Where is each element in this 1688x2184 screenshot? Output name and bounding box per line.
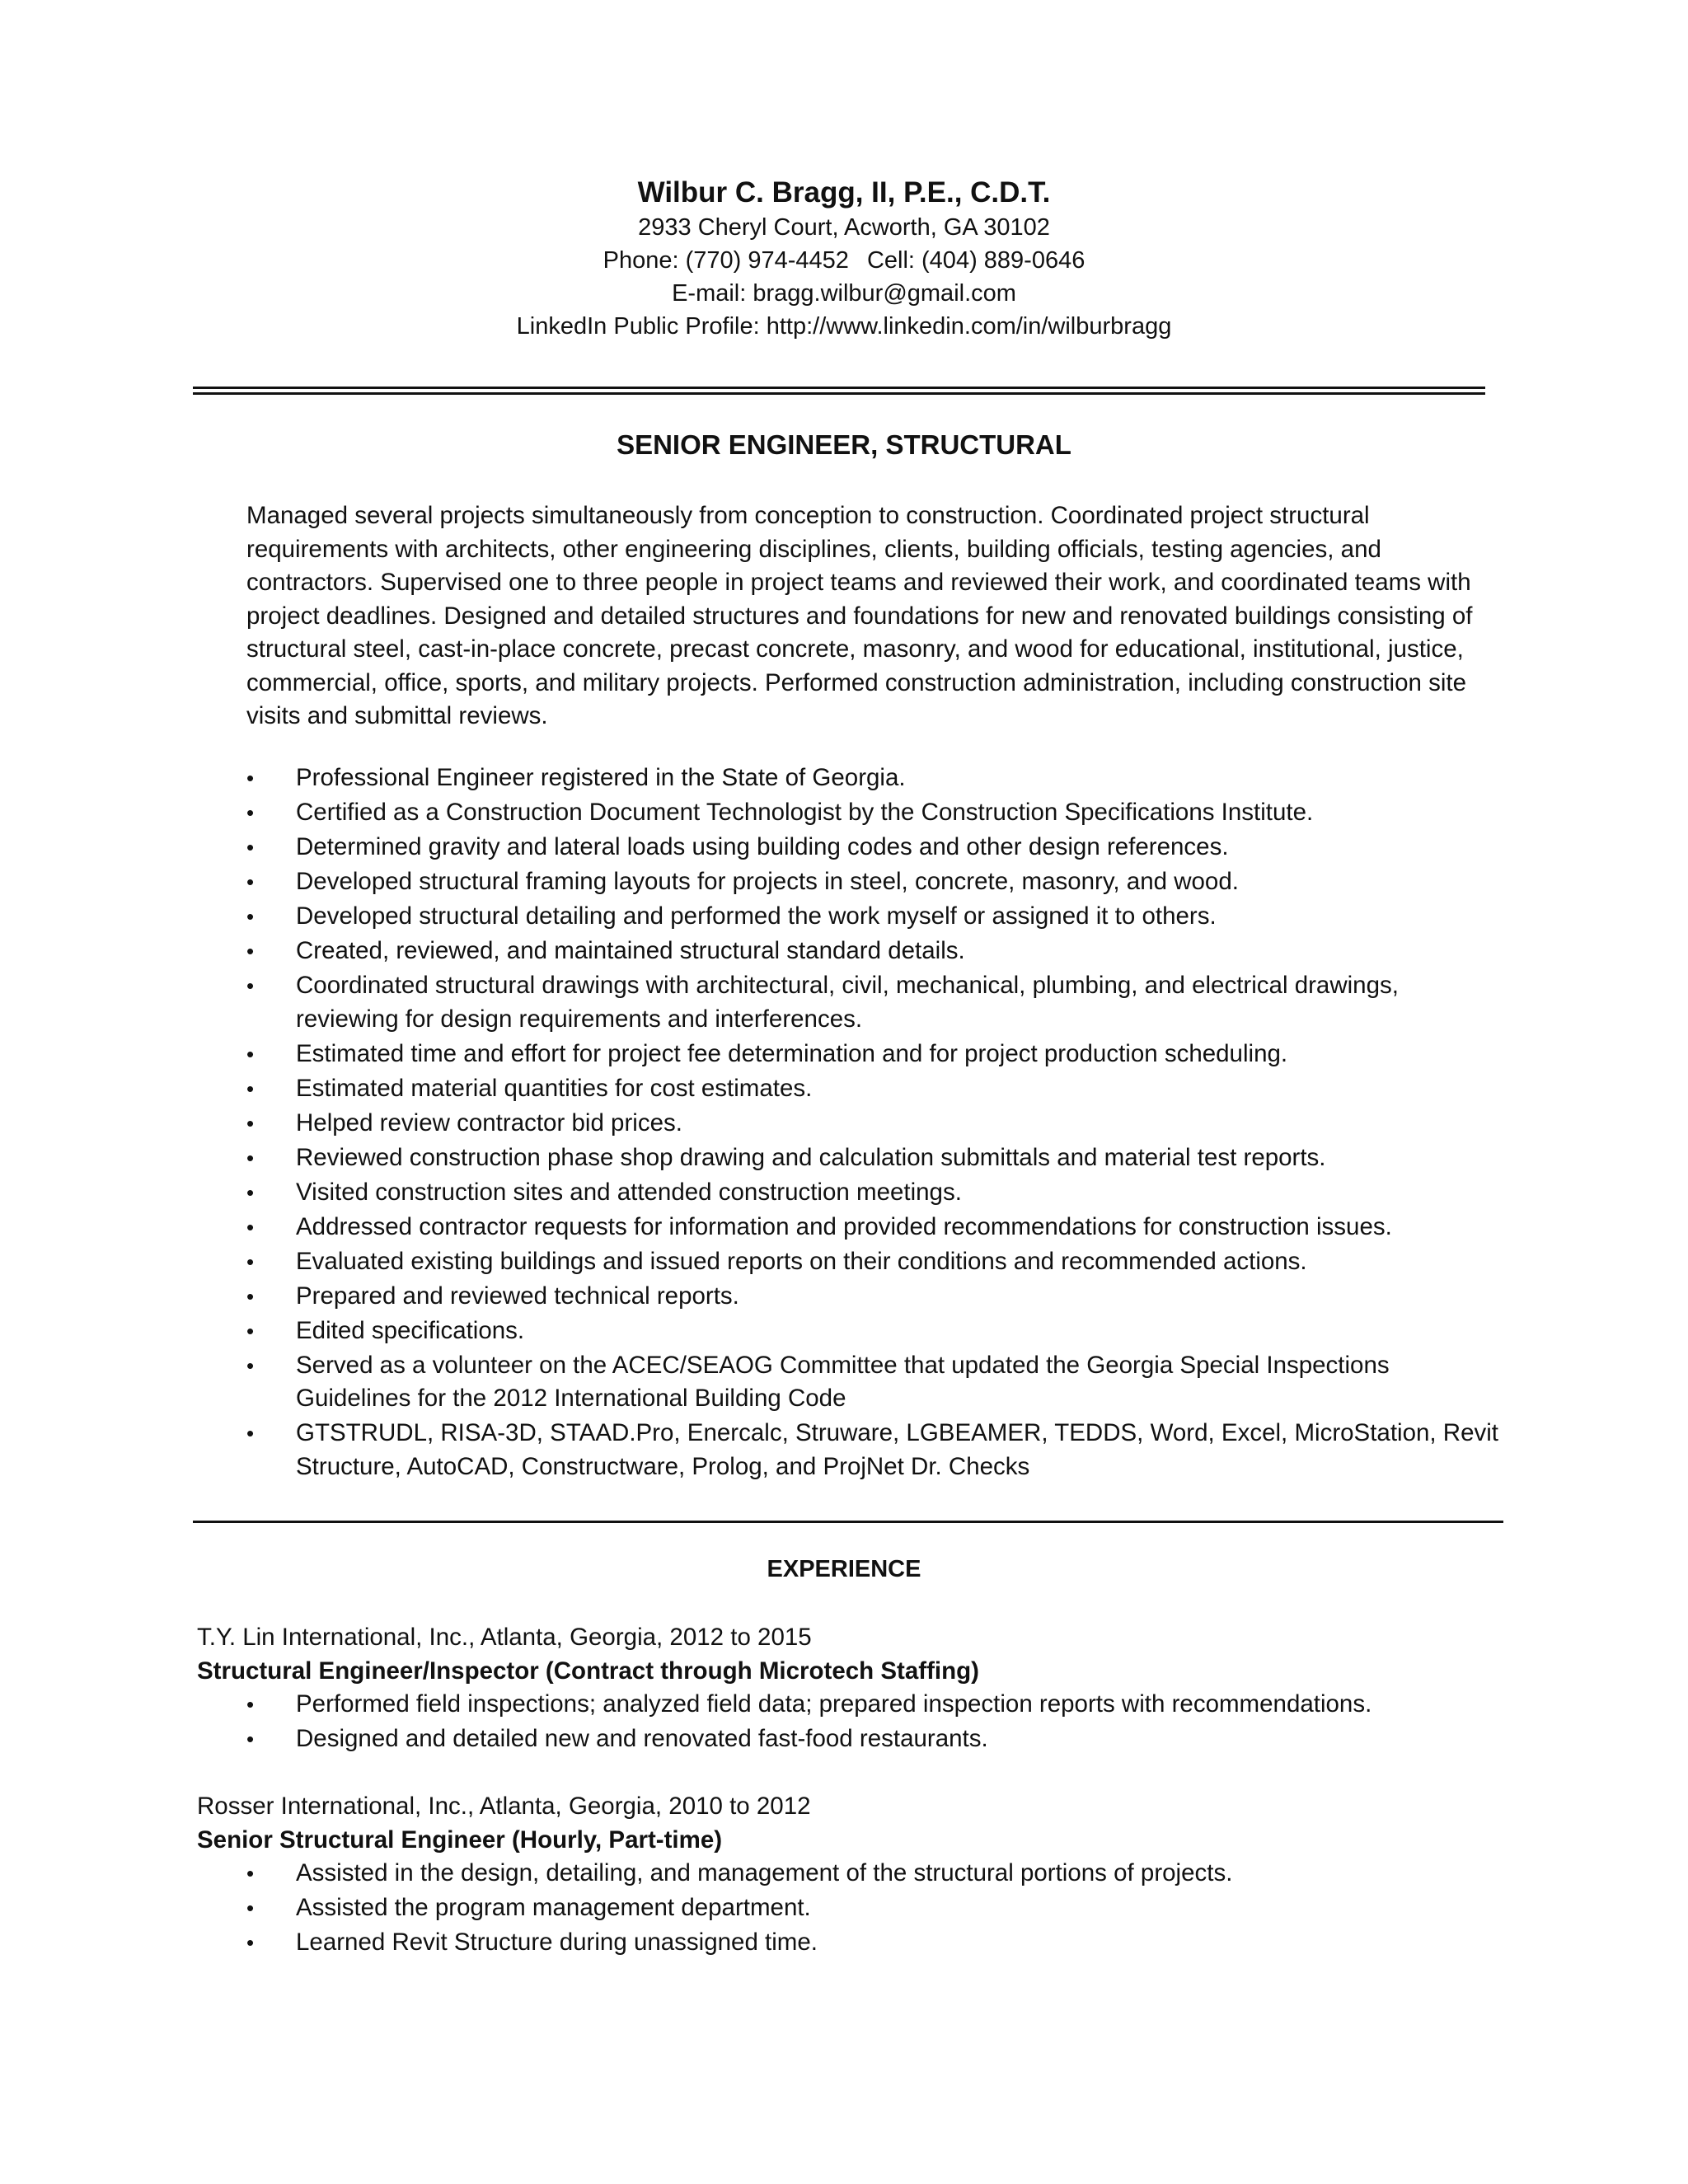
- bullet-item: [246, 1857, 1516, 1891]
- bullet-item: [246, 865, 1499, 899]
- experience-title: EXPERIENCE: [767, 1556, 921, 1582]
- bullet-marker: •: [246, 869, 255, 894]
- bullet-marker: •: [246, 939, 255, 963]
- job-employer: Rosser International, Inc., Atlanta, Georgia, 2010 to 2012: [197, 1793, 811, 1820]
- bullet-text: Created, reviewed, and maintained structural standard details.: [296, 937, 965, 964]
- bullet-item: [246, 831, 1499, 865]
- bullet-text: Evaluated existing buildings and issued reports on their conditions and recommended actions.: [296, 1247, 1307, 1275]
- bullet-text: Coordinated structural drawings with architectural, civil, mechanical, plumbing, and electrical drawings, reviewing for design requirements and interferences.: [296, 972, 1399, 1033]
- summary-paragraph: Managed several projects simultaneously from conception to construction. Coordinated project structural requirements with architects, other engineering disciplines, clients, building officials, testing agencies, and contractors. Supervised one to three people in project teams and reviewed their work, and coordinated teams with project deadlines. Designed and detailed structures and foundations for new and renovated buildings consisting of structural steel, cast-in-place concrete, precast concrete, masonry, and wood for educational, institutional, justice, commercial, office, sports, and military projects. Performed construction administration, including construction site visits and submittal reviews.: [246, 502, 1473, 729]
- cell-number: Cell: (404) 889-0646: [866, 247, 1085, 274]
- bullet-marker: •: [246, 1110, 255, 1136]
- bullet-text: Served as a volunteer on the ACEC/SEAOG Committee that updated the Georgia Special Inspections Guidelines for the 2012 International Building Code: [296, 1351, 1390, 1412]
- bullet-marker: •: [246, 835, 255, 860]
- bullet-text: Determined gravity and lateral loads using building codes and other design references.: [296, 833, 1229, 860]
- bullet-marker: •: [246, 1076, 255, 1101]
- bullet-item: [246, 1280, 1499, 1314]
- bullet-item: [246, 900, 1499, 934]
- job-position: Senior Structural Engineer (Hourly, Part-time): [197, 1826, 723, 1854]
- bullet-marker: •: [246, 800, 255, 825]
- resume-header: [0, 175, 1688, 343]
- job-position: Structural Engineer/Inspector (Contract through Microtech Staffing): [197, 1657, 979, 1685]
- linkedin-profile: LinkedIn Public Profile: http://www.linkedin.com/in/wilburbragg: [516, 313, 1172, 340]
- bullet-item: [246, 1072, 1499, 1106]
- bullet-item: [246, 1349, 1499, 1416]
- bullet-text: Professional Engineer registered in the State of Georgia.: [296, 764, 906, 791]
- email: E-mail: bragg.wilbur@gmail.com: [672, 280, 1016, 307]
- bullet-marker: •: [246, 973, 255, 998]
- bullet-marker: •: [246, 1145, 255, 1170]
- job-bullet-list: [246, 1857, 1516, 1960]
- bullet-text: Developed structural framing layouts for projects in steel, concrete, masonry, and wood.: [296, 868, 1239, 895]
- bullet-text: Performed field inspections; analyzed field data; prepared inspection reports with recommendations.: [296, 1690, 1372, 1718]
- bullet-text: Certified as a Construction Document Technologist by the Construction Specifications Institute.: [296, 799, 1314, 826]
- job-bullet-list: [246, 1688, 1516, 1756]
- bullet-text: GTSTRUDL, RISA-3D, STAAD.Pro, Enercalc, Struware, LGBEAMER, TEDDS, Word, Excel, MicroStation, Revit Structure, AutoCAD, Constructware, Prolog, and ProjNet Dr. Checks: [296, 1419, 1498, 1480]
- phone-number: Phone: (770) 974-4452: [603, 247, 849, 274]
- bullet-text: Designed and detailed new and renovated fast-food restaurants.: [296, 1725, 988, 1752]
- bullet-item: [246, 1107, 1499, 1141]
- bullet-item: [246, 1211, 1499, 1244]
- bullet-marker: •: [246, 1318, 255, 1343]
- job-employer: T.Y. Lin International, Inc., Atlanta, Georgia, 2012 to 2015: [197, 1624, 812, 1651]
- bullet-text: Developed structural detailing and performed the work myself or assigned it to others.: [296, 902, 1217, 930]
- summary-title: SENIOR ENGINEER, STRUCTURAL: [617, 429, 1071, 460]
- bullet-marker: •: [246, 1421, 255, 1446]
- bullet-item: [246, 1315, 1499, 1348]
- header-divider: [193, 387, 1485, 395]
- bullet-text: Addressed contractor requests for information and provided recommendations for construction issues.: [296, 1212, 1392, 1240]
- bullet-text: Assisted the program management department.: [296, 1894, 811, 1921]
- bullet-marker: •: [246, 1179, 255, 1205]
- bullet-text: Estimated material quantities for cost estimates.: [296, 1074, 813, 1102]
- bullet-item: [246, 1245, 1499, 1279]
- bullet-marker: •: [246, 1352, 255, 1378]
- bullet-text: Prepared and reviewed technical reports.: [296, 1282, 739, 1310]
- bullet-text: Estimated time and effort for project fee determination and for project production scheduling.: [296, 1039, 1288, 1067]
- bullet-text: Helped review contractor bid prices.: [296, 1108, 682, 1137]
- bullet-marker: •: [246, 904, 255, 929]
- job-entry: [197, 1789, 1516, 1961]
- bullet-item: [246, 1891, 1516, 1925]
- candidate-name: Wilbur C. Bragg, II, P.E., C.D.T.: [637, 176, 1051, 209]
- bullet-text: Reviewed construction phase shop drawing and calculation submittals and material test reports.: [296, 1143, 1326, 1171]
- job-entry: [197, 1620, 1516, 1757]
- bullet-item: [246, 1688, 1516, 1722]
- bullet-marker: •: [246, 1041, 255, 1066]
- bullet-item: [246, 1176, 1499, 1210]
- section-divider: [193, 1521, 1503, 1523]
- bullet-marker: •: [246, 1283, 255, 1309]
- bullet-text: Edited specifications.: [296, 1316, 525, 1344]
- bullet-marker: •: [246, 1249, 255, 1274]
- bullet-text: Visited construction sites and attended construction meetings.: [296, 1178, 962, 1206]
- bullet-item: [246, 1038, 1499, 1071]
- bullet-marker: •: [246, 766, 255, 790]
- bullet-marker: •: [246, 1692, 255, 1717]
- bullet-item: [246, 1141, 1499, 1175]
- bullet-marker: •: [246, 1727, 255, 1751]
- bullet-item: [246, 969, 1499, 1036]
- bullet-item: [246, 1722, 1516, 1756]
- phone-line: [0, 244, 1688, 277]
- bullet-text: Assisted in the design, detailing, and management of the structural portions of projects.: [296, 1859, 1233, 1886]
- bullet-marker: •: [246, 1214, 255, 1240]
- bullet-marker: •: [246, 1896, 255, 1920]
- bullet-marker: •: [246, 1861, 255, 1886]
- bullet-item: [246, 935, 1499, 968]
- bullet-marker: •: [246, 1930, 255, 1955]
- address: 2933 Cheryl Court, Acworth, GA 30102: [638, 214, 1050, 241]
- bullet-item: [246, 1417, 1499, 1483]
- bullet-item: [246, 796, 1499, 830]
- summary-bullet-list: [246, 762, 1499, 1485]
- bullet-item: [246, 1926, 1516, 1960]
- bullet-item: [246, 762, 1499, 795]
- bullet-text: Learned Revit Structure during unassigned time.: [296, 1929, 818, 1956]
